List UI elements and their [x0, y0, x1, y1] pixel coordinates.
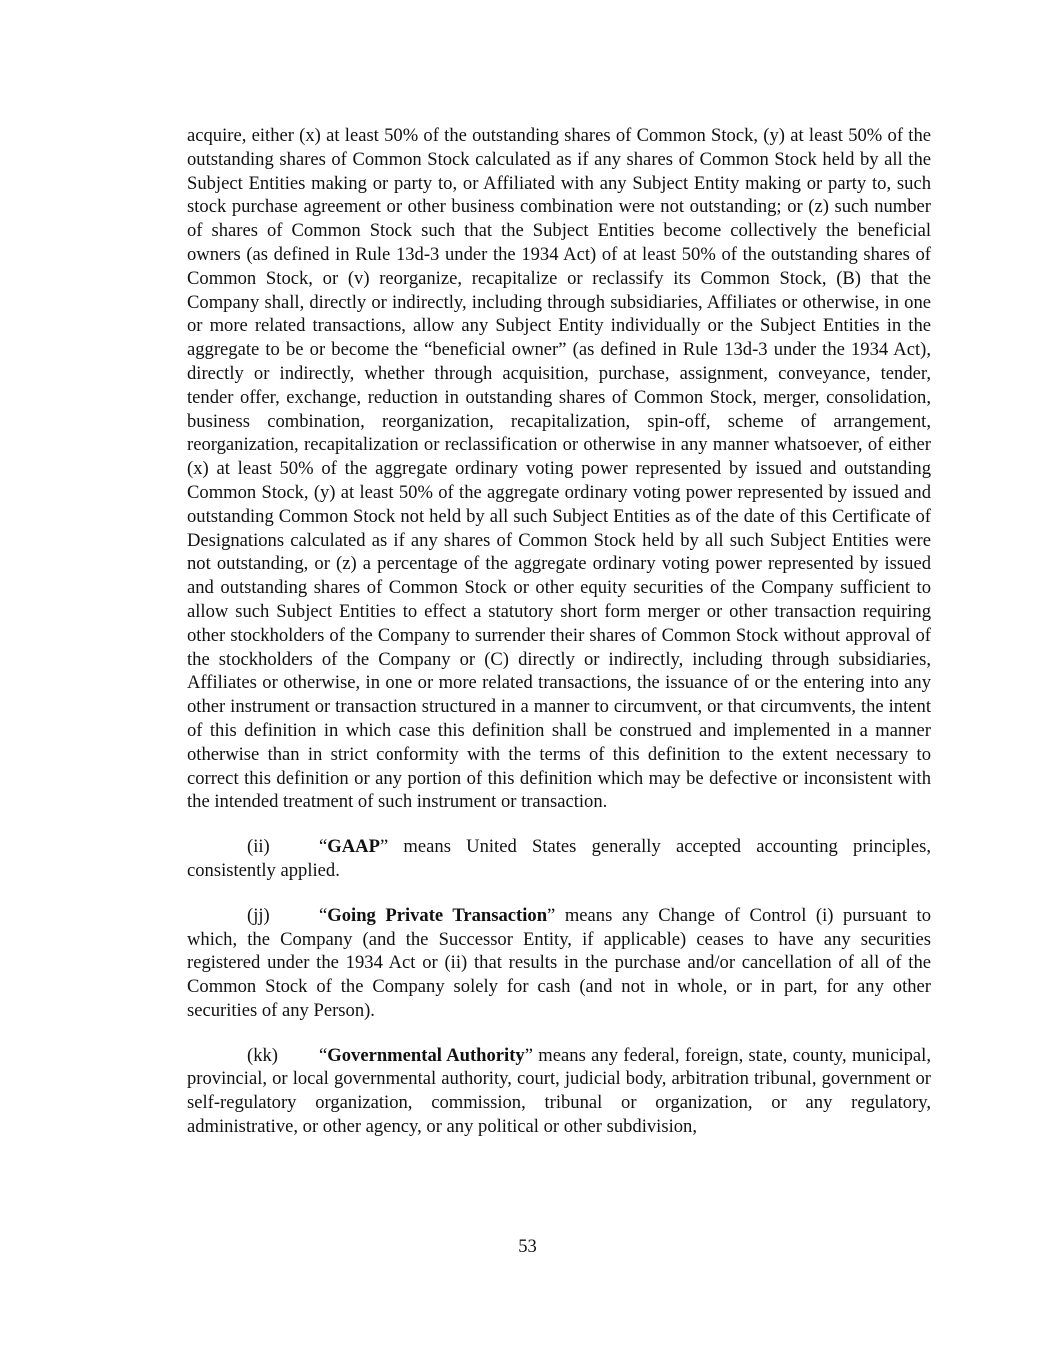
open-quote: “ — [319, 836, 328, 858]
close-quote: ” — [524, 1044, 533, 1066]
defined-term: GAAP — [327, 836, 380, 858]
open-quote: “ — [319, 904, 328, 926]
close-quote: ” — [547, 904, 556, 926]
continuation-paragraph: acquire, either (x) at least 50% of the outstanding shares of Common Stock, (y) at least 50% of the outstanding shares of Common Stock calculated as if any shares of Common Stock held by all the Subject Entities making or party to, or Affiliated with any Subject Entity making or party to, such stock purchase agreement or other business combination were not outstanding; or (z) such number of shares of Common Stock such that the Subject Entities become collectively the beneficial owners (as defined in Rule 13d-3 under the 1934 Act) of at least 50% of the outstanding shares of Common Stock, or (v) reorganize, recapitalize or reclassify its Common Stock, (B) that the Company shall, directly or indirectly, including through subsidiaries, Affiliates or otherwise, in one or more related transactions, allow any Subject Entity individually or the Subject Entities in the aggregate to be or become the “beneficial owner” (as defined in Rule 13d-3 under the 1934 Act), directly or indirectly, whether through acquisition, purchase, assignment, conveyance, tender, tender offer, exchange, reduction in outstanding shares of Common Stock, merger, consolidation, business combination, reorganization, recapitalization, spin-off, scheme of arrangement, reorganization, recapitalization or reclassification or otherwise in any manner whatsoever, of either (x) at least 50% of the aggregate ordinary voting power represented by issued and outstanding Common Stock, (y) at least 50% of the aggregate ordinary voting power represented by issued and outstanding Common Stock not held by all such Subject Entities as of the date of this Certificate of Designations calculated as if any shares of Common Stock held by all such Subject Entities were not outstanding, or (z) a percentage of the aggregate ordinary voting power represented by issued and outstanding shares of Common Stock or other equity securities of the Company sufficient to allow such Subject Entities to effect a statutory short form merger or other transaction requiring other stockholders of the Company to surrender their shares of Common Stock without approval of the stockholders of the Company or (C) directly or indirectly, including through subsidiaries, Affiliates or otherwise, in one or more related transactions, the issuance of or the entering into any other instrument or transaction structured in a manner to circumvent, or that circumvents, the intent of this definition in which case this definition shall be construed and implemented in a manner otherwise than in strict conformity with the terms of this definition to the extent necessary to correct this definition or any portion of this definition which may be defective or inconsistent with the intended treatment of such instrument or transaction. — [187, 125, 931, 813]
definition-going-private-transaction — [187, 904, 931, 1023]
definition-text: means any federal, foreign, state, county, municipal, provincial, or local governmental authority, court, judicial body, arbitration tribunal, government or self-regulatory organization, commission, tribunal or organization, or any regulatory, administrative, or other agency, or any political or other subdivision, — [187, 1044, 931, 1138]
defined-term: Governmental Authority — [327, 1044, 525, 1066]
page-number: 53 — [518, 1236, 537, 1257]
definition-gaap — [187, 835, 931, 883]
definition-number: (jj) — [247, 904, 270, 926]
defined-term: Going Private Transaction — [327, 904, 548, 926]
definition-governmental-authority — [187, 1044, 931, 1139]
document-body — [187, 124, 931, 1139]
definition-number: (kk) — [247, 1044, 278, 1066]
open-quote: “ — [319, 1044, 328, 1066]
close-quote: ” — [379, 836, 389, 858]
definition-text: means any Change of Control (i) pursuant to which, the Company (and the Successor Entity, if applicable) ceases to have any securities registered under the 1934 Act or (ii) that results in the purchase and/or cancellation of all of the Common Stock of the Company solely for cash (and not in whole, or in part, for any other securities of any Person). — [187, 904, 931, 1021]
definition-number: (ii) — [247, 836, 270, 858]
definition-text: means United States generally accepted accounting principles, consistently applied. — [187, 836, 931, 881]
